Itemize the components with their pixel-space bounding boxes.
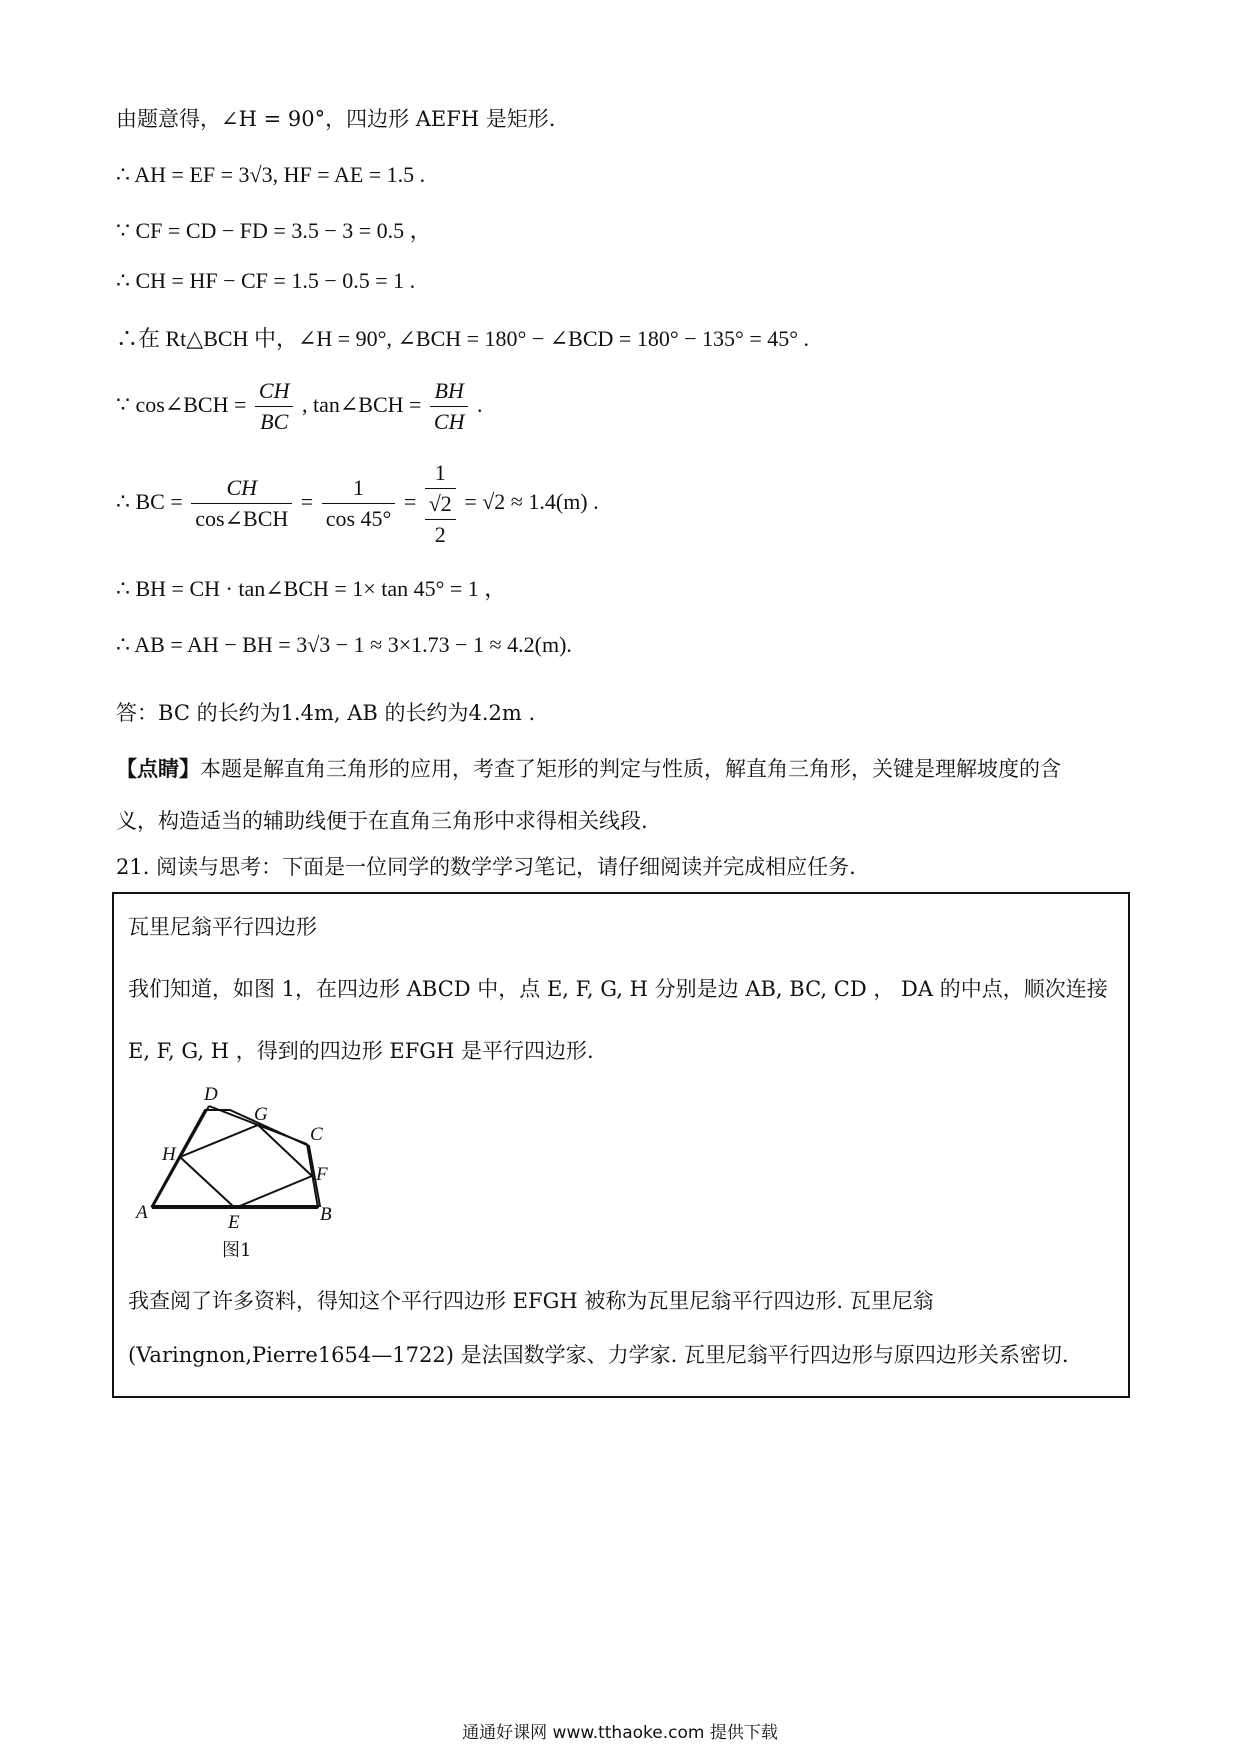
- solution-line-4: ∴ CH = HF − CF = 1.5 − 0.5 = 1 .: [116, 268, 416, 293]
- line7-end: .: [593, 489, 599, 514]
- quadrilateral-abcd: [152, 1110, 320, 1206]
- dianjing-text-1: 本题是解直角三角形的应用，考查了矩形的判定与性质，解直角三角形，关键是理解坡度的含: [200, 757, 1061, 781]
- dianjing-tag: 【点睛】: [116, 756, 200, 781]
- line6-prefix: ∵ cos∠BCH =: [116, 392, 247, 417]
- solution-line-8: ∴ BH = CH · tan∠BCH = 1× tan 45° = 1 ，: [116, 576, 507, 601]
- side-gh: [180, 1125, 258, 1157]
- line6-end: .: [476, 392, 483, 417]
- solution-line-7: [116, 452, 599, 552]
- label-b: B: [320, 1204, 332, 1225]
- label-c: C: [310, 1124, 323, 1145]
- note-paragraph-1b: E, F, G, H ，得到的四边形 EFGH 是平行四边形.: [128, 1039, 594, 1063]
- fraction-bh-ch: [430, 376, 469, 437]
- solution-line-9: ∴ AB = AH − BH = 3√3 − 1 ≈ 3×1.73 − 1 ≈ 4.2(m).: [116, 632, 572, 657]
- dianjing-line-2: 义，构造适当的辅助线便于在直角三角形中求得相关线段.: [116, 809, 648, 833]
- side-he: [180, 1157, 235, 1208]
- fraction-1-cos45: [322, 473, 396, 534]
- fraction-ch-bc: [255, 376, 294, 437]
- fraction-numerator: 1: [425, 458, 456, 489]
- solution-line-1: 由题意得，∠H = 90°，四边形 AEFH 是矩形.: [116, 107, 556, 131]
- note-paragraph-1a: 我们知道，如图 1，在四边形 ABCD 中，点 E, F, G, H 分别是边 AB, BC, CD ， DA 的中点，顺次连接: [128, 977, 1108, 1001]
- page-footer: 通通好课网 www.tthaoke.com 提供下载: [462, 1723, 778, 1743]
- fraction-1-sqrt2-over-2: [425, 458, 456, 550]
- label-g: G: [254, 1104, 268, 1125]
- line7-prefix: ∴: [116, 489, 130, 514]
- label-e: E: [228, 1212, 240, 1233]
- label-f: F: [316, 1164, 328, 1185]
- line7-bc: BC =: [135, 489, 183, 514]
- solution-line-6: [116, 372, 482, 438]
- solution-line-3: ∵ CF = CD − FD = 3.5 − 3 = 0.5 ，: [116, 218, 432, 243]
- equals: =: [403, 489, 417, 514]
- label-a: A: [136, 1202, 148, 1223]
- figure-caption: 图1: [222, 1240, 252, 1261]
- label-d: D: [204, 1086, 218, 1105]
- question-21: 21. 阅读与思考：下面是一位同学的数学学习笔记，请仔细阅读并完成相应任务.: [116, 855, 856, 879]
- fraction-denominator: cos 45°: [325, 506, 392, 532]
- fraction-denominator: CH: [433, 409, 465, 435]
- side-ef: [235, 1176, 312, 1208]
- fraction-inner-denominator: 2: [434, 521, 446, 547]
- line6-mid: , tan∠BCH =: [301, 392, 422, 417]
- figure-1-quadrilateral: [124, 1086, 354, 1276]
- fraction-numerator: CH: [255, 376, 294, 407]
- note-paragraph-2b: (Varingnon,Pierre1654—1722) 是法国数学家、力学家. 瓦里尼翁平行四边形与原四边形关系密切.: [128, 1343, 1069, 1367]
- fraction-numerator: BH: [430, 376, 469, 407]
- note-paragraph-2a: 我查阅了许多资料，得知这个平行四边形 EFGH 被称为瓦里尼翁平行四边形. 瓦里尼翁: [128, 1289, 934, 1313]
- label-h: H: [162, 1144, 176, 1165]
- fraction-denominator: BC: [260, 409, 289, 435]
- solution-line-5: ∴在 Rt△BCH 中，∠H = 90°, ∠BCH = 180° − ∠BCD = 180° − 135° = 45° .: [116, 326, 810, 351]
- line7-tail: = √2 ≈ 1.4(m): [464, 489, 588, 514]
- note-title: 瓦里尼翁平行四边形: [128, 915, 317, 939]
- fraction-denominator: cos∠BCH: [195, 506, 289, 532]
- solution-line-2: ∴ AH = EF = 3√3, HF = AE = 1.5 .: [116, 162, 426, 187]
- fraction-ch-cos: [191, 473, 292, 534]
- fraction-numerator: CH: [191, 473, 292, 504]
- equals: =: [300, 489, 314, 514]
- dianjing-line-1: [116, 754, 1061, 784]
- answer-line: 答：BC 的长约为1.4m, AB 的长约为4.2m .: [116, 701, 536, 725]
- study-note-box: [112, 892, 1130, 1398]
- side-fg: [258, 1125, 312, 1176]
- fraction-numerator: 1: [322, 473, 396, 504]
- fraction-inner-numerator: √2: [425, 489, 456, 520]
